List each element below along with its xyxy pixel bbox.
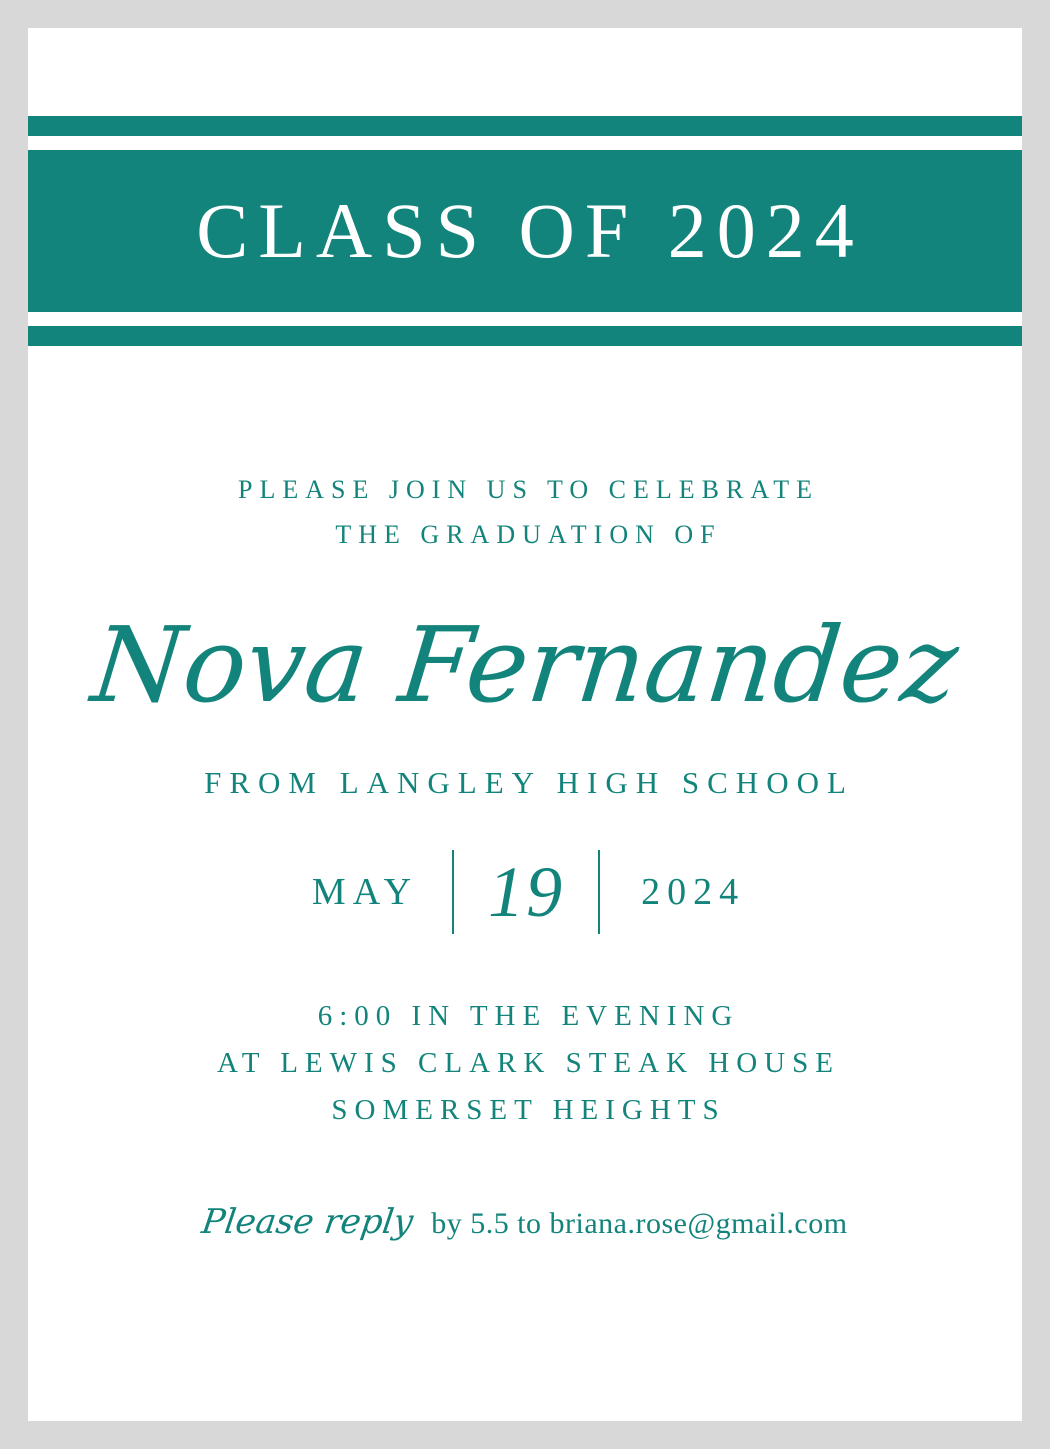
invitation-card-inner <box>28 28 1022 1421</box>
reply-script-label: Please reply <box>199 1201 416 1242</box>
graduate-name: Nova Fernandez <box>86 604 964 727</box>
details-line-2: AT LEWIS CLARK STEAK HOUSE <box>217 1046 840 1079</box>
details-line-3: SOMERSET HEIGHTS <box>331 1093 726 1126</box>
date-day: 19 <box>488 851 565 932</box>
date-year: 2024 <box>641 870 746 913</box>
event-details <box>28 993 1022 1134</box>
banner <box>28 150 1022 312</box>
date-month: MAY <box>311 870 419 913</box>
banner-title: CLASS OF 2024 <box>196 187 864 274</box>
banner-bottom-gap <box>28 312 1022 326</box>
school-name: FROM LANGLEY HIGH SCHOOL <box>204 764 854 800</box>
intro-text <box>28 468 1022 557</box>
intro-line-1: PLEASE JOIN US TO CELEBRATE <box>238 475 819 504</box>
header-banner-group <box>28 116 1022 346</box>
intro-line-2: THE GRADUATION OF <box>335 519 722 549</box>
reply-line <box>28 1202 1022 1242</box>
banner-top-gap <box>28 136 1022 150</box>
banner-bottom-rule <box>28 326 1022 346</box>
invitation-body <box>28 436 1022 1242</box>
date-line <box>28 847 1022 937</box>
date-divider-left <box>452 850 454 934</box>
reply-contact-text: by 5.5 to briana.rose@gmail.com <box>431 1206 848 1240</box>
date-divider-right <box>598 850 600 934</box>
details-line-1: 6:00 IN THE EVENING <box>317 999 740 1032</box>
banner-top-rule <box>28 116 1022 136</box>
